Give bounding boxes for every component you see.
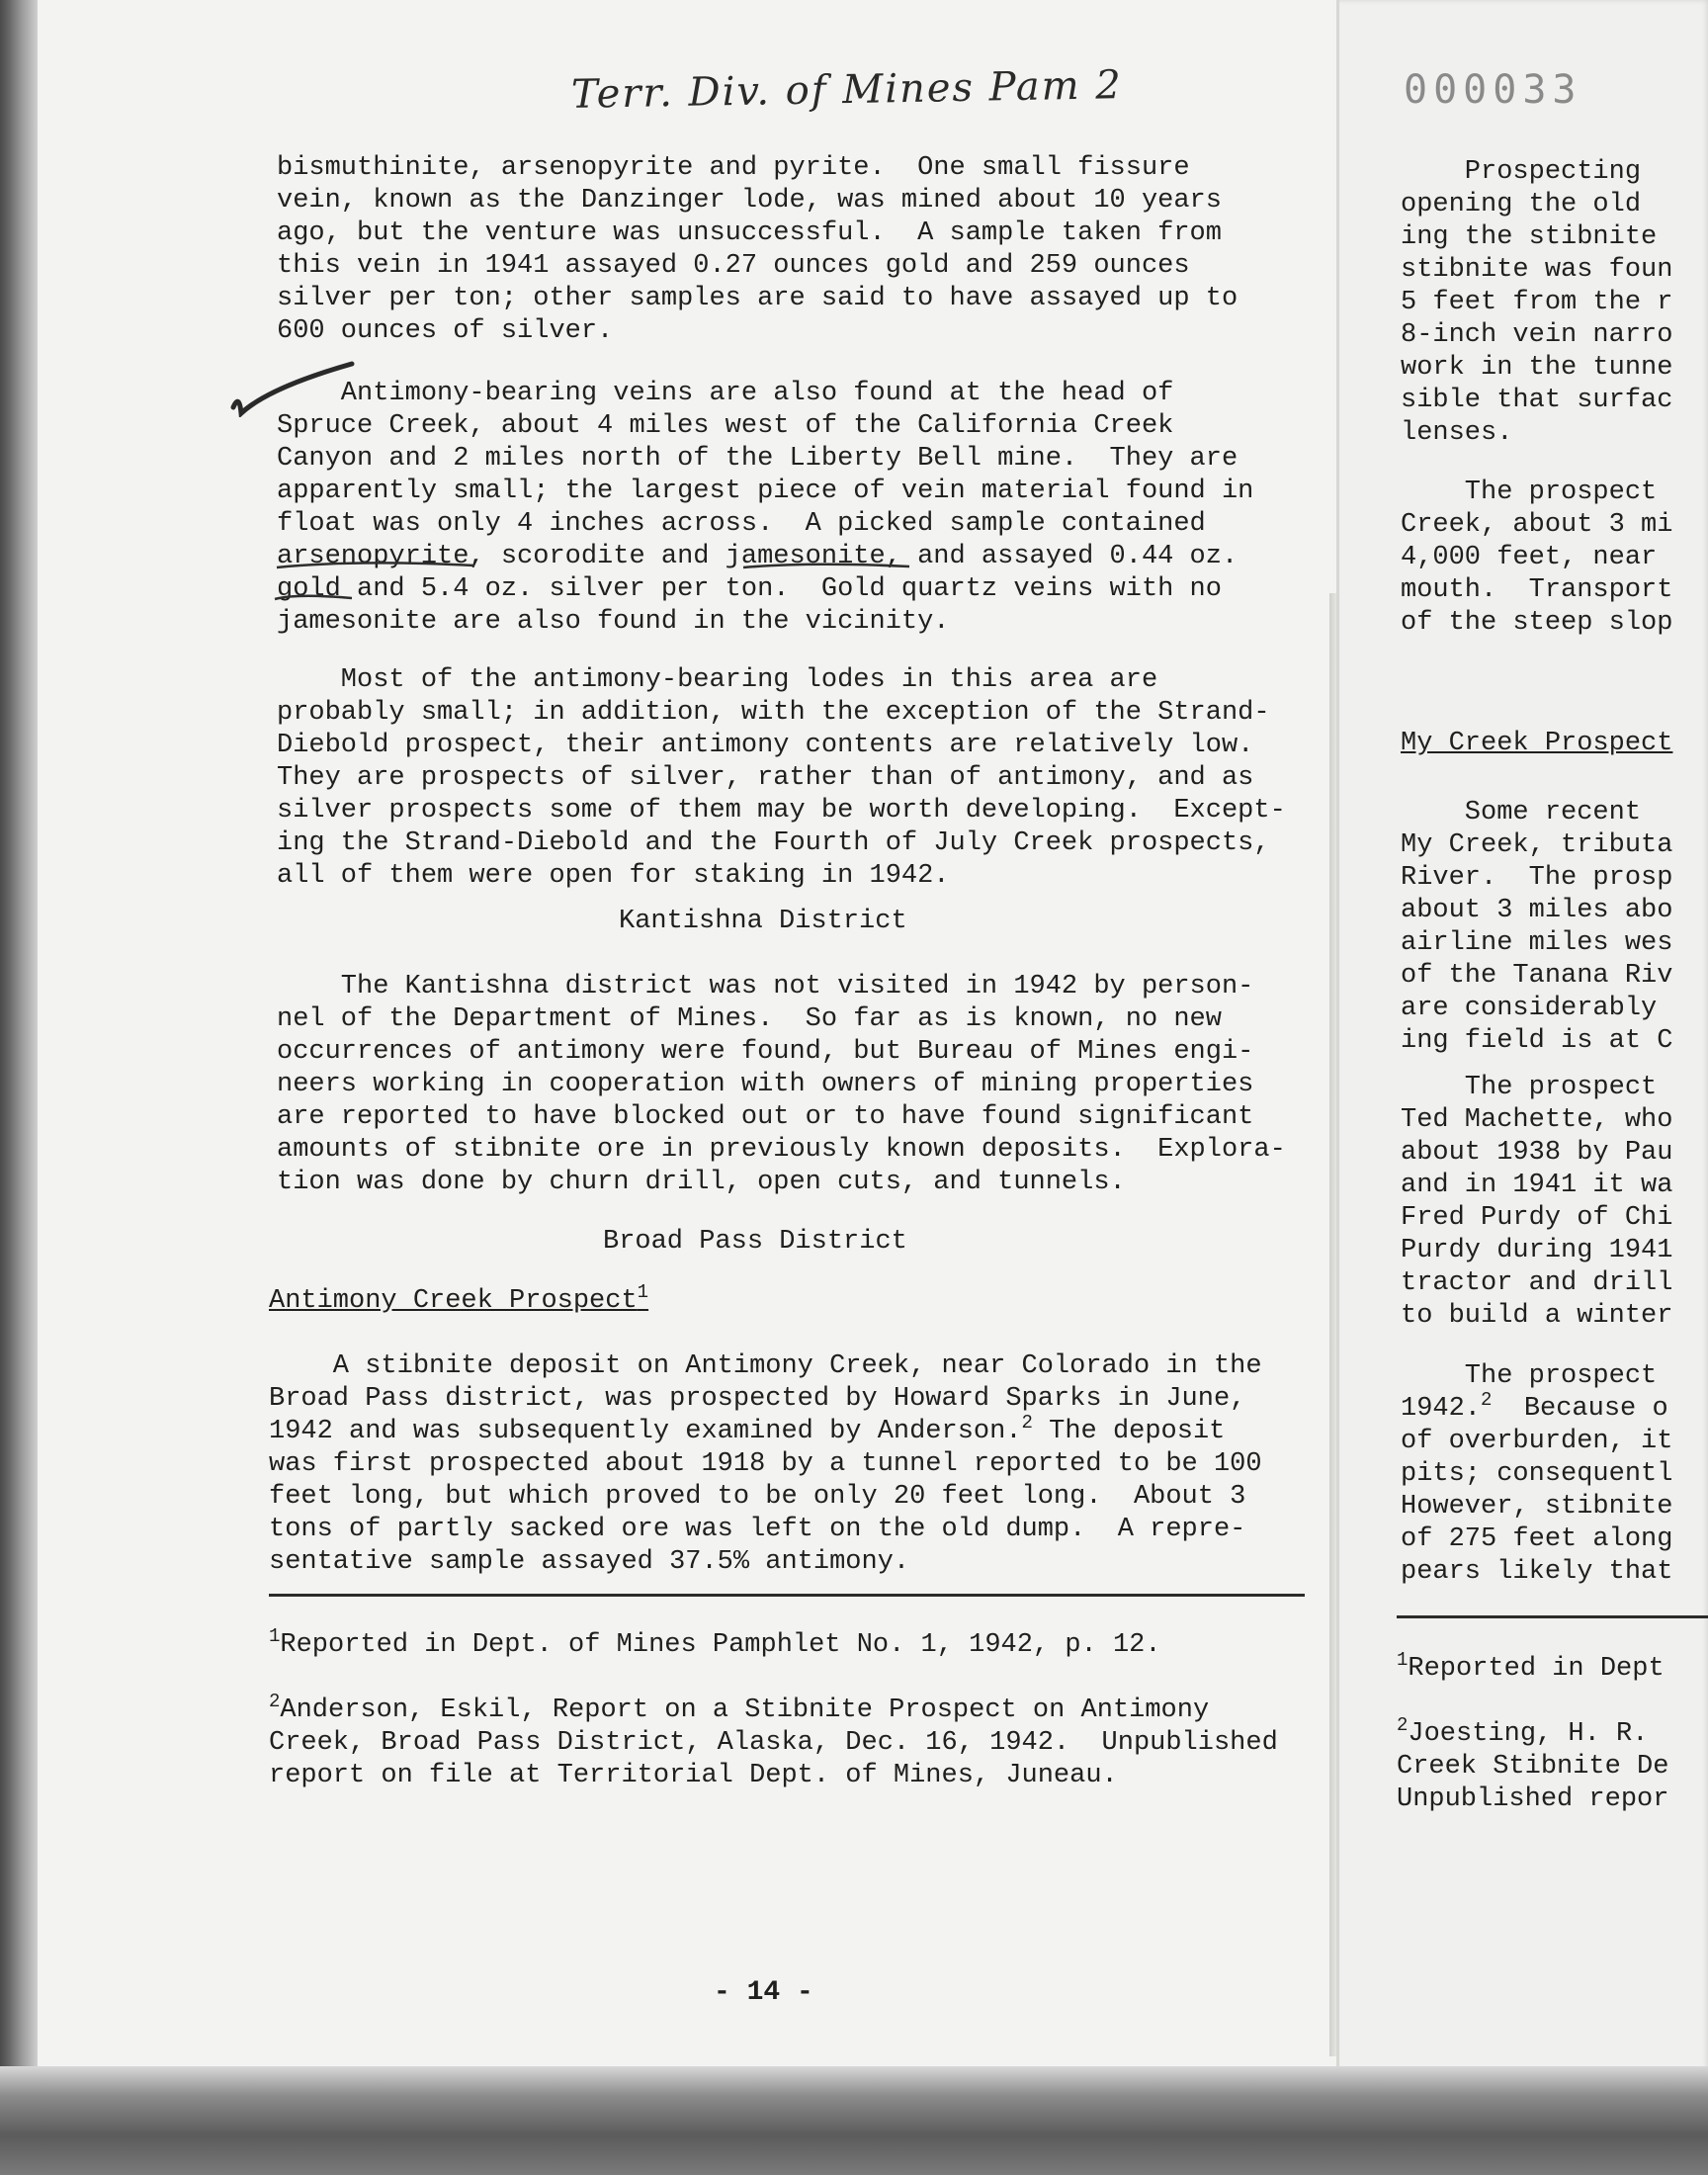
right-footnote-2	[1397, 1714, 1669, 1816]
right-paragraph-5	[1401, 1360, 1672, 1589]
right-paragraph-5-l2b: Because o	[1492, 1394, 1668, 1424]
fn1-text: Reported in Dept. of Mines Pamphlet No. 1, 1942, p. 12.	[280, 1630, 1161, 1660]
handwritten-annotation: Terr. Div. of Mines Pam 2	[570, 62, 1124, 118]
right-section-heading: My Creek Prospect	[1401, 729, 1673, 758]
heading-antimony-creek-prospect	[269, 1281, 649, 1318]
paragraph-5-line-3b: The deposit	[1032, 1417, 1226, 1446]
right-paragraph-4: The prospect Ted Machette, who about 1938 by Pau and in 1941 it wa Fred Purdy of Chi Purdy during 1941 tractor and drill to build a winter	[1401, 1073, 1673, 1331]
fn1-mark: 1	[269, 1625, 281, 1647]
right-fn1-text: Reported in Dept	[1408, 1654, 1665, 1684]
right-fn1-mark: 1	[1397, 1649, 1409, 1671]
paragraph-5-line-1: A stibnite deposit on Antimony Creek, near Colorado in the	[269, 1351, 1262, 1381]
right-paragraph-2: The prospect Creek, about 3 mi 4,000 feet, near mouth. Transport of the steep slop	[1401, 478, 1673, 638]
page-stamp-number: 000033	[1404, 67, 1582, 113]
heading-kantishna: Kantishna District	[619, 907, 907, 936]
footnote-1	[269, 1625, 1161, 1662]
right-paragraph-5-first: The prospect	[1401, 1361, 1658, 1391]
paragraph-3: Most of the antimony-bearing lodes in this area are probably small; in addition, with the exception of the Strand- Diebold prospect, their antimony contents are relatively low. They are prospects of silver, rather than of antimony, and as silver prospects some of them may be worth developing. Except- ing the Strand-Diebold and the Fourth of July Creek prospects, all of them were open for staking in 1942.	[277, 665, 1286, 891]
scan-shadow-bottom	[0, 2066, 1708, 2175]
right-paragraph-5-rest: of overburden, it pits; consequentl However, stibnite of 275 feet along pears likely that	[1401, 1427, 1673, 1587]
heading-broad-pass: Broad Pass District	[603, 1227, 907, 1257]
right-fn2-mark: 2	[1397, 1714, 1409, 1736]
right-footnote-rule	[1397, 1615, 1708, 1618]
paragraph-1: bismuthinite, arsenopyrite and pyrite. One small fissure vein, known as the Danzinger lode, was mined about 10 years ago, but the venture was unsuccessful. A sample taken from this vein in 1941 assayed 0.27 ounces gold and 259 ounces silver per ton; other samples are said to have assayed up to 600 ounces of silver.	[277, 153, 1238, 346]
right-fn2-rest: Creek Stibnite De Unpublished repor	[1397, 1752, 1669, 1814]
paragraph-4: The Kantishna district was not visited in 1942 by person- nel of the Department of Mines. So far as is known, no new occurrences of antimony were found, but Bureau of Mines engi- neers working in cooperation with owners of mining properties are reported to have blocked out or to have found significant amounts of stibnite ore in previously known deposits. Explora- tion was done by churn drill, open cuts, and tunnels.	[277, 972, 1286, 1197]
right-paragraph-1: Prospecting opening the old ing the stibnite stibnite was foun 5 feet from the r 8-inch vein narro work in the tunne sible that surfac lenses.	[1401, 157, 1673, 448]
adjacent-page	[1336, 0, 1708, 2096]
antimony-creek-heading-text: Antimony Creek Prospect	[269, 1286, 638, 1316]
paragraph-5	[269, 1350, 1262, 1579]
right-footnote-ref-2: 2	[1481, 1389, 1493, 1411]
fn2-rest: Creek, Broad Pass District, Alaska, Dec. 16, 1942. Unpublished report on file at Territorial Dept. of Mines, Juneau.	[269, 1728, 1278, 1790]
scan-shadow-left	[0, 0, 38, 2175]
right-paragraph-5-l2: 1942.	[1401, 1394, 1482, 1424]
footnote-rule	[269, 1594, 1305, 1597]
footnote-ref-2: 2	[1021, 1412, 1033, 1434]
paragraph-5-line-3: 1942 and was subsequently examined by Anderson.	[269, 1417, 1022, 1446]
paragraph-5-line-2: Broad Pass district, was prospected by Howard Sparks in June,	[269, 1384, 1246, 1414]
right-footnote-1	[1397, 1649, 1665, 1686]
right-paragraph-3: Some recent My Creek, tributa River. The prosp about 3 miles abo airline miles wes of the Tanana Riv are considerably ing field is at C	[1401, 798, 1673, 1056]
right-fn2-text: Joesting, H. R.	[1408, 1719, 1649, 1749]
footnote-2	[269, 1691, 1278, 1792]
paragraph-2-text: Antimony-bearing veins are also found at the head of Spruce Creek, about 4 miles west of the California Creek Canyon and 2 miles north of the Liberty Bell mine. They are apparently small; the largest piece of vein material found in float was only 4 inches across. A picked sample contained arsenopyrite, scorodite and jamesonite, and assayed 0.44 oz. gold and 5.4 oz. silver per ton. Gold quartz veins with no jamesonite are also found in the vicinity.	[277, 379, 1254, 637]
paragraph-2	[277, 378, 1253, 639]
footnote-ref-1: 1	[637, 1281, 649, 1303]
paragraph-5-rest: was first prospected about 1918 by a tunnel reported to be 100 feet long, but which proved to be only 20 feet long. About 3 tons of partly sacked ore was left on the old dump. A repre- sentative sample assayed 37.5% antimony.	[269, 1449, 1262, 1577]
fn2-mark: 2	[269, 1691, 281, 1712]
fn2-line-1: Anderson, Eskil, Report on a Stibnite Prospect on Antimony	[280, 1696, 1210, 1725]
page-number: - 14 -	[714, 1977, 813, 2008]
